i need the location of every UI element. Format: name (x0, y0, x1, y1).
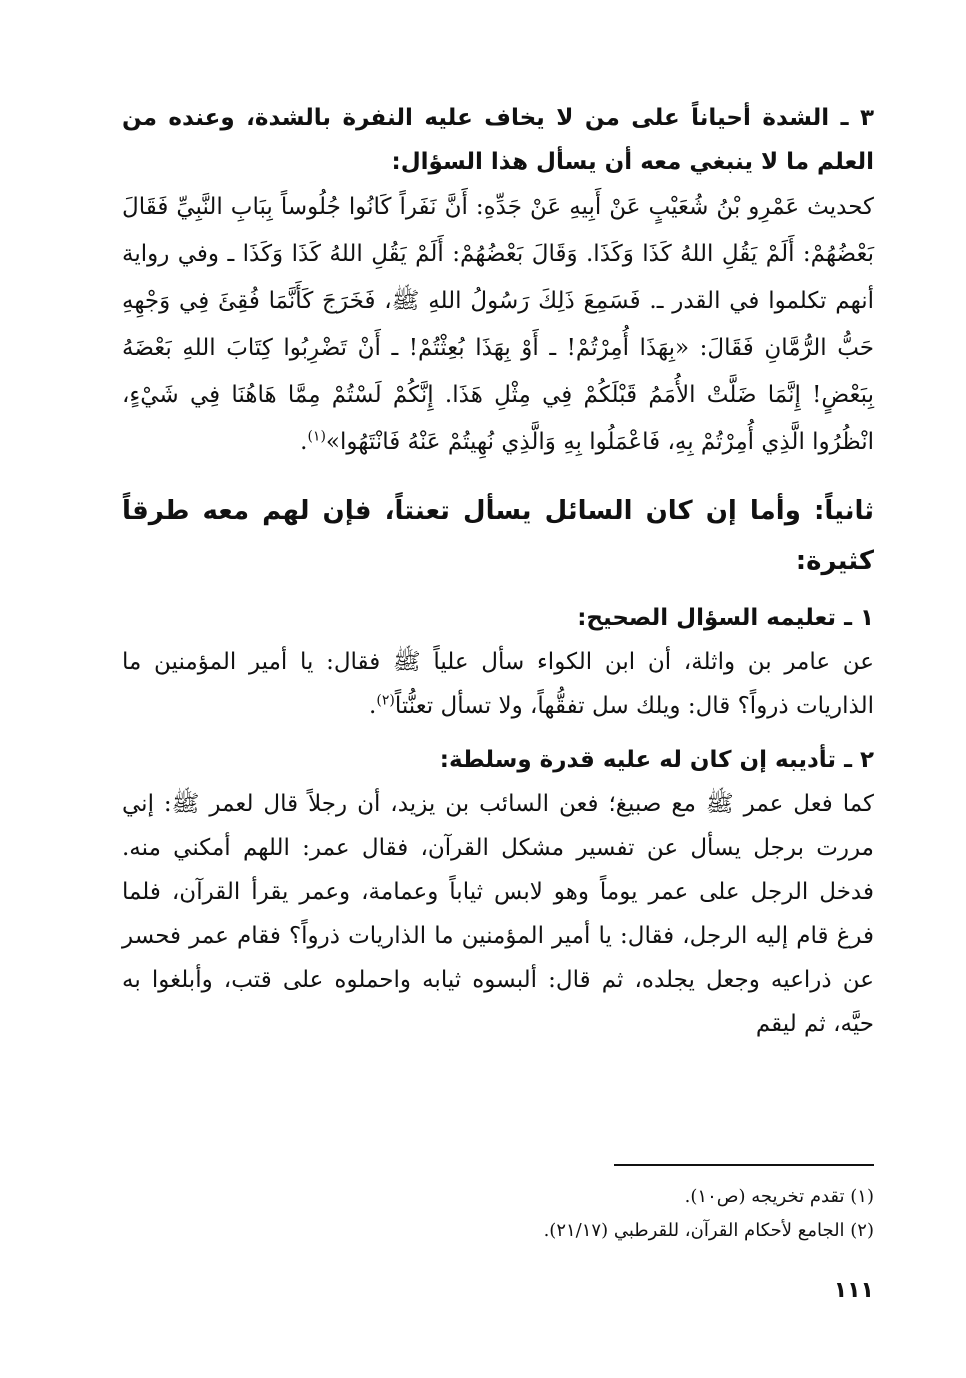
footnote-mark-2: (٢) (376, 692, 395, 709)
footnote-mark-1: (١) (307, 428, 326, 445)
footnote-1: (١) تقدم تخريجه (ص١٠). (684, 1186, 874, 1207)
paragraph-umar: كما فعل عمر ﷺ مع صبيغ؛ فعن السائب بن يزيد، أن رجلاً قال لعمر ﷺ: إني مررت برجل يسأل عن تفسير مشكل القرآن، فقال عمر: اللهم أمكني منه. فدخل الرجل على عمر يوماً وهو لابس ثياباً وعمامة، وعمر يقرأ القرآن، فلما فرغ قام إليه الرجل، فقال: يا أمير المؤمنين ما الذاريات ذرواً؟ فقام عمر فحسر عن ذراعيه وجعل يجلده، ثم قال: ألبسوه ثيابه واحملوه على قتب، وأبلغوا به حيَّه، ثم ليقم (122, 791, 874, 1037)
footnote-divider (614, 1164, 874, 1166)
section-heading-3: ٣ ـ الشدة أحياناً على من لا يخاف عليه النفرة بالشدة، وعنده من العلم ما لا ينبغي معه أن يسأل هذا السؤال: (122, 105, 874, 175)
paragraph-hadith-amr (122, 184, 874, 466)
paragraph-amer-text: عن عامر بن واثلة، أن ابن الكواء سأل علياً ﷺ فقال: يا أمير المؤمنين ما الذاريات ذرواً؟ قال: ويلك سل تفقُّهاً، ولا تسأل تعنُّتاً (122, 649, 874, 719)
footnotes (122, 1164, 874, 1248)
paragraph-amer (122, 640, 874, 728)
subheading-1: ١ ـ تعليمه السؤال الصحيح: (577, 605, 874, 631)
paragraph-hadith-amr-end: . (300, 429, 308, 455)
paragraph-hadith-amr-text: كحديث عَمْرِو بْنُ شُعَيْبٍ عَنْ أَبِيهِ عَنْ جَدِّهِ: أَنَّ نَفَراً كَانُوا جُلُوساً بِبَابِ النَّبِيِّ فَقَالَ بَعْضُهُمْ: أَلَمْ يَقُلِ اللهُ كَذَا وَكَذَا. وَقَالَ بَعْضُهُمْ: أَلَمْ يَقُلِ اللهُ كَذَا وَكَذَا ـ وفي رواية أنهم تكلموا في القدر ـ. فَسَمِعَ ذَلِكَ رَسُولُ اللهِ ﷺ، فَخَرَجَ كَأَنَّمَا فُقِئَ فِي وَجْهِهِ حَبُّ الرُّمَّانِ فَقَالَ: «بِهَذَا أُمِرْتُمْ! ـ أَوْ بِهَذَا بُعِثْتُمْ! ـ أَنْ تَضْرِبُوا كِتَابَ اللهِ بَعْضَهُ بِبَعْضٍ! إِنَّمَا ضَلَّتْ الأُمَمُ قَبْلَكُمْ فِي مِثْلِ هَذَا. إِنَّكُمْ لَسْتُمْ مِمَّا هَاهُنَا فِي شَيْءٍ، انْظُرُوا الَّذِي أُمِرْتُمْ بِهِ، فَاعْمَلُوا بِهِ وَالَّذِي نُهِيتُمْ عَنْهُ فَانْتَهُوا» (122, 194, 874, 455)
subheading-2: ٢ ـ تأديبه إن كان له عليه قدرة وسلطة: (439, 747, 874, 773)
page-number: ١١١ (833, 1278, 874, 1303)
paragraph-amer-end: . (369, 693, 377, 719)
section-heading-second: ثانياً: وأما إن كان السائل يسأل تعنتاً، فإن لهم معه طرقاً كثيرة: (122, 496, 874, 576)
book-page (122, 96, 874, 1336)
footnote-2: (٢) الجامع لأحكام القرآن، للقرطبي (٢١/١٧). (543, 1220, 874, 1241)
